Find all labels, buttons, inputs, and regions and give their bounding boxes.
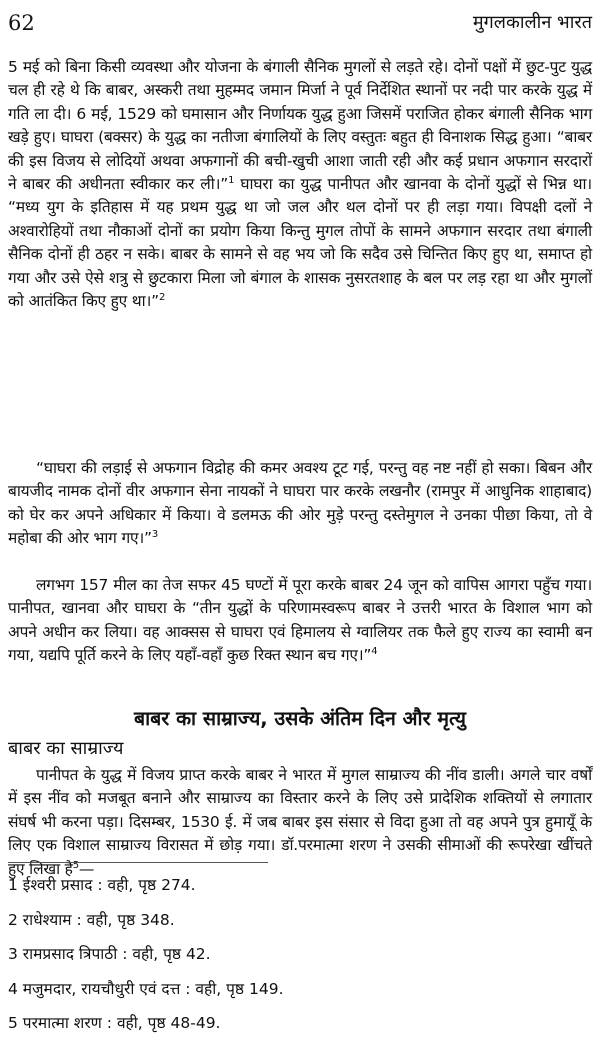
footnote-ref-2: 2 xyxy=(158,291,166,303)
section-heading: बाबर का साम्राज्य, उसके अंतिम दिन और मृत्यु xyxy=(133,707,466,730)
paragraph-3 xyxy=(8,574,592,668)
paragraph-2 xyxy=(8,457,592,551)
footnote-ref-1: 1 xyxy=(228,174,235,186)
paragraph-3-text: लगभग 157 मील का तेज सफर 45 घण्टों में पूरा करके बाबर 24 जून को वापिस आगरा पहुँच गया। पानीपत, खानवा और घाघरा के “तीन युद्धों के परिणामस्वरूप बाबर ने उत्तरी भारत के विशाल भाग को अपने अधीन कर लिया। वह आक्सस से घाघरा एवं हिमालय से ग्वालियर तक फैले हुए राज्य का स्वामी बन गया, यद्यपि पूर्ति करने के लिए यहाँ-वहाँ कुछ रिक्त स्थान बच गए।” xyxy=(8,576,592,665)
footnote-5: 5 परमात्मा शरण : वही, पृष्ठ 48-49. xyxy=(8,1014,221,1032)
paragraph-1-text: 5 मई को बिना किसी व्यवस्था और योजना के बंगाली सैनिक मुगलों से लड़ते रहे। दोनों पक्षों में छुट-पुट युद्ध चल ही रहे थे कि बाबर, अस्करी तथा मुहम्मद जमान मिर्जा ने पूर्व निर्देशित स्थानों पर नदी पार करके युद्ध में गति ला दी। 6 मई, 1529 को घमासान और निर्णायक युद्ध हुआ जिसमें पराजित होकर बंगाली सैनिक भाग खड़े हुए। घाघरा (बक्सर) के युद्ध का नतीजा बंगालियों के लिए वस्तुतः बहुत ही विनाशक सिद्ध हुआ। “बाबर की इस विजय से लोदियों अथवा अफगानों की बची-खुची आशा जाती रही और कई प्रधान अफगान सरदारों ने बाबर की अधीनता स्वीकार कर ली।” xyxy=(8,58,592,194)
page-number: 62 xyxy=(8,11,35,35)
paragraph-1 xyxy=(8,56,592,313)
footnote-4: 4 मजुमदार, रायचौधुरी एवं दत्त : वही, पृष्ठ 149. xyxy=(8,979,284,998)
footnote-1: 1 ईश्वरी प्रसाद : वही, पृष्ठ 274. xyxy=(8,876,196,894)
footnote-ref-5: 5 xyxy=(72,859,79,871)
paragraph-4-dash: — xyxy=(78,859,95,878)
footnotes xyxy=(8,868,592,1041)
subsection-heading: बाबर का साम्राज्य xyxy=(8,738,124,759)
paragraph-4 xyxy=(8,764,592,881)
footnote-3: 3 रामप्रसाद त्रिपाठी : वही, पृष्ठ 42. xyxy=(8,945,211,963)
footnote-divider xyxy=(8,862,268,863)
paragraph-2-text: “घाघरा की लड़ाई से अफगान विद्रोह की कमर अवश्य टूट गई, परन्तु वह नष्ट नहीं हो सका। बिबन और बायजीद नामक दोनों वीर अफगान सेना नायकों ने घाघरा पार करके लखनौर (रामपुर में आधुनिक शाहाबाद) को घेर कर अपने अधिकार में किया। वे डलमऊ की ओर मुड़े परन्तु दस्तेमुगल ने उनका पीछा किया, तो वे महोबा की ओर भाग गए।” xyxy=(8,459,592,548)
footnote-ref-3: 3 xyxy=(151,529,159,541)
page-header xyxy=(8,10,592,38)
footnote-ref-4: 4 xyxy=(371,646,378,658)
running-head: मुगलकालीन भारत xyxy=(472,12,592,33)
paragraph-1-text-continued: घाघरा का युद्ध पानीपत और खानवा के दोनों युद्धों से भिन्न था। “मध्य युग के इतिहास में यह प्रथम युद्ध था जो जल और थल दोनों पर ही लड़ा गया। विपक्षी दलों ने अश्वारोहियों तथा नौकाओं दोनों का प्रयोग किया किन्तु मुगल तोपों के सामने अफगान सरदार तथा बंगाली सैनिक दोनों ही ठहर न सके। बाबर के सामने से वह भय जो कि सदैव उसे चिन्तित किए हुए था, समाप्त हो गया और उसे ऐसे शत्रु से छुटकारा मिला जो बंगाल के शासक नुसरतशाह के बल पर लड़ रहा था और मुगलों को आतंकित किए हुए था।” xyxy=(8,175,592,311)
paragraph-4-text: पानीपत के युद्ध में विजय प्राप्त करके बाबर ने भारत में मुगल साम्राज्य की नींव डाली। अगले चार वर्षों में इस नींव को मजबूत बनाने और साम्राज्य का विस्तार करने के लिए उसे प्रादेशिक शक्तियों से लगातार संघर्ष भी करना पड़ा। दिसम्बर, 1530 ई. में जब बाबर इस संसार से विदा हुआ तो वह अपने पुत्र हुमायूँ के लिए एक विशाल साम्राज्य विरासत में छोड़ गया। डॉ.परमात्मा शरण ने उसकी सीमाओं की रूपरेखा खींचते हुए लिखा है xyxy=(8,766,592,878)
footnote-2: 2 राधेश्याम : वही, पृष्ठ 348. xyxy=(8,910,175,929)
